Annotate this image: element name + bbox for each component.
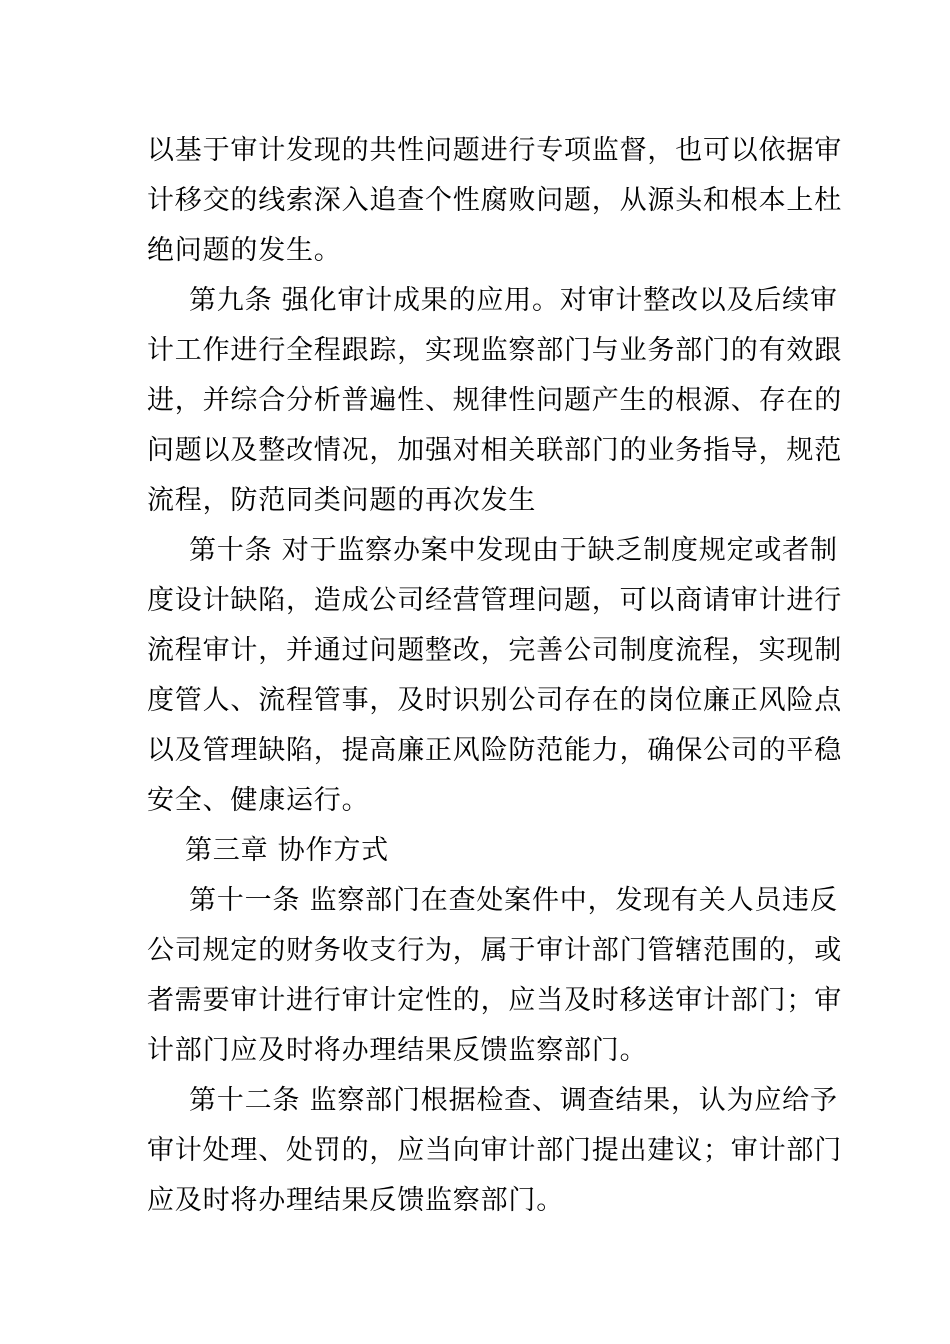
- document-body: [147, 126, 842, 1226]
- text-line: 计部门应及时将办理结果反馈监察部门。: [147, 1035, 648, 1066]
- text-line: 流程，防范同类问题的再次发生: [147, 485, 537, 516]
- article-12-heading-line: 第十二条 监察部门根据检查、调查结果，认为应给予: [189, 1085, 838, 1116]
- text-line: 度管人、流程管事，及时识别公司存在的岗位廉正风险点: [147, 685, 842, 716]
- text-line: 度设计缺陷，造成公司经营管理问题，可以商请审计进行: [147, 585, 842, 616]
- article-11-heading-line: 第十一条 监察部门在查处案件中，发现有关人员违反: [189, 885, 838, 916]
- text-line: 绝问题的发生。: [147, 235, 342, 266]
- text-line: 以及管理缺陷，提高廉正风险防范能力，确保公司的平稳: [147, 735, 842, 766]
- text-line: 流程审计，并通过问题整改，完善公司制度流程，实现制: [147, 635, 842, 666]
- text-line: 安全、健康运行。: [147, 785, 370, 816]
- article-10-heading-line: 第十条 对于监察办案中发现由于缺乏制度规定或者制: [189, 535, 838, 566]
- text-line: 计移交的线索深入追查个性腐败问题，从源头和根本上杜: [147, 185, 842, 216]
- text-line: 审计处理、处罚的，应当向审计部门提出建议；审计部门: [147, 1135, 842, 1166]
- text-line: 以基于审计发现的共性问题进行专项监督，也可以依据审: [147, 135, 842, 166]
- text-line: 者需要审计进行审计定性的，应当及时移送审计部门；审: [147, 985, 842, 1016]
- chapter-3-heading: 第三章 协作方式: [185, 835, 389, 866]
- text-line: 计工作进行全程跟踪，实现监察部门与业务部门的有效跟: [147, 335, 842, 366]
- text-line: 问题以及整改情况，加强对相关联部门的业务指导，规范: [147, 435, 842, 466]
- article-9-heading-line: 第九条 强化审计成果的应用。对审计整改以及后续审: [189, 285, 838, 316]
- text-line: 应及时将办理结果反馈监察部门。: [147, 1185, 564, 1216]
- text-line: 公司规定的财务收支行为，属于审计部门管辖范围的，或: [147, 935, 842, 966]
- text-line: 进，并综合分析普遍性、规律性问题产生的根源、存在的: [147, 385, 842, 416]
